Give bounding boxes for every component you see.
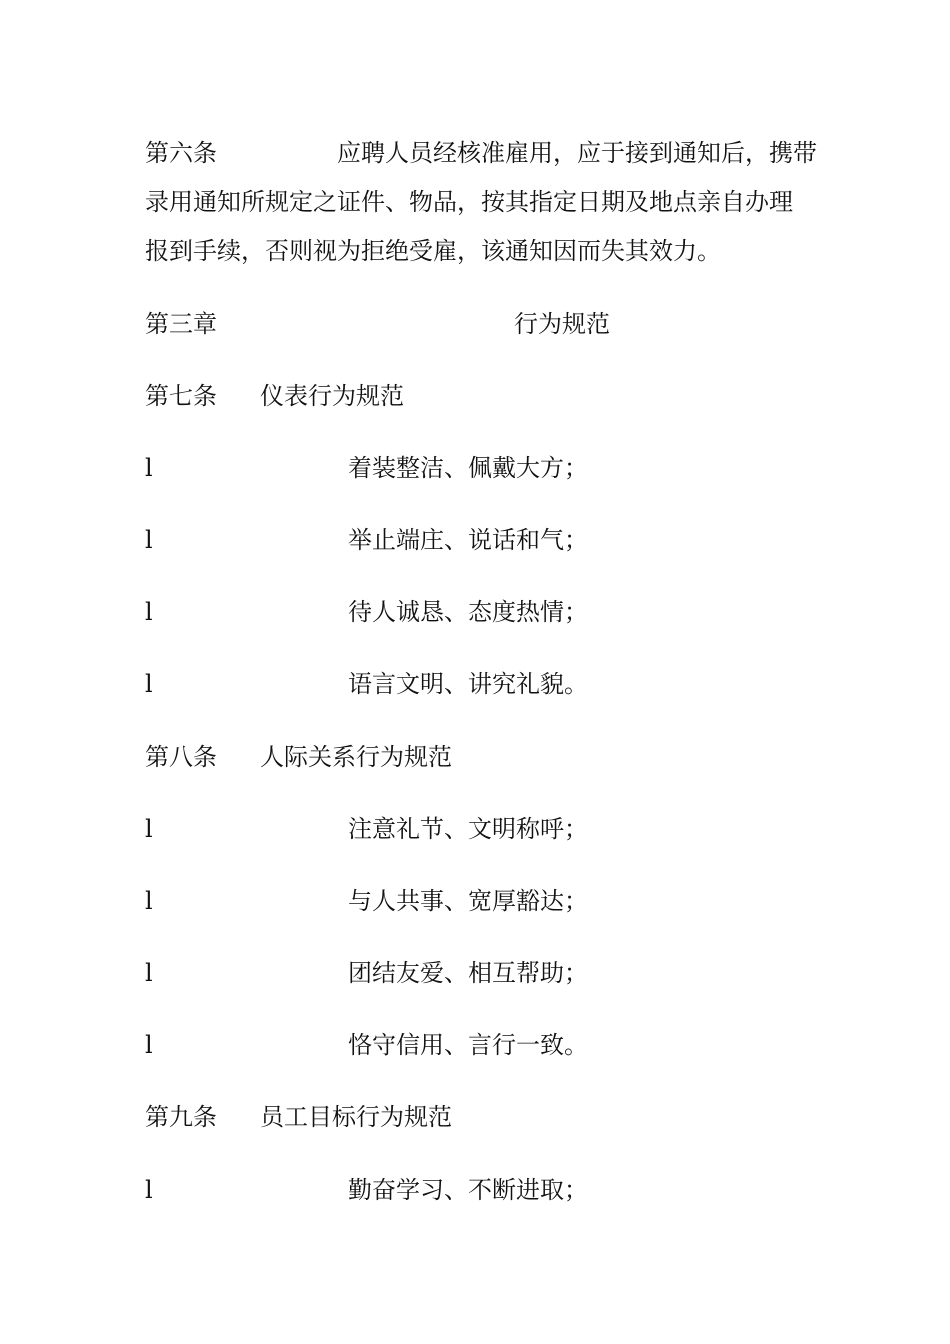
list-item: 注意礼节、文明称呼； [348,815,588,843]
article-9-title: 员工目标行为规范 [260,1103,452,1131]
list-item: 举止端庄、说话和气； [348,526,588,554]
article-6-text-line-2: 录用通知所规定之证件、物品，按其指定日期及地点亲自办理 [145,188,793,216]
list-item-marker: l [145,815,153,843]
list-item-marker: l [145,887,153,915]
chapter-3-title: 行为规范 [514,310,610,338]
list-item: 着装整洁、佩戴大方； [348,454,588,482]
list-item-marker: l [145,454,153,482]
list-item: 恪守信用、言行一致。 [348,1031,588,1059]
list-item: 语言文明、讲究礼貌。 [348,670,588,698]
chapter-3-label: 第三章 [145,310,217,338]
list-item-marker: l [145,598,153,626]
article-6-text-line-1: 应聘人员经核准雇用，应于接到通知后，携带 [337,139,817,167]
list-item: 勤奋学习、不断进取； [348,1176,588,1204]
article-7-title: 仪表行为规范 [260,382,404,410]
article-6-text-line-3: 报到手续，否则视为拒绝受雇，该通知因而失其效力。 [145,237,721,265]
list-item-marker: l [145,670,153,698]
article-6-label: 第六条 [145,139,217,167]
list-item: 与人共事、宽厚豁达； [348,887,588,915]
list-item-marker: l [145,959,153,987]
article-9-label: 第九条 [145,1103,217,1131]
article-8-label: 第八条 [145,743,217,771]
list-item: 团结友爱、相互帮助； [348,959,588,987]
list-item-marker: l [145,526,153,554]
list-item-marker: l [145,1031,153,1059]
article-7-label: 第七条 [145,382,217,410]
article-8-title: 人际关系行为规范 [260,743,452,771]
list-item-marker: l [145,1176,153,1204]
list-item: 待人诚恳、态度热情； [348,598,588,626]
